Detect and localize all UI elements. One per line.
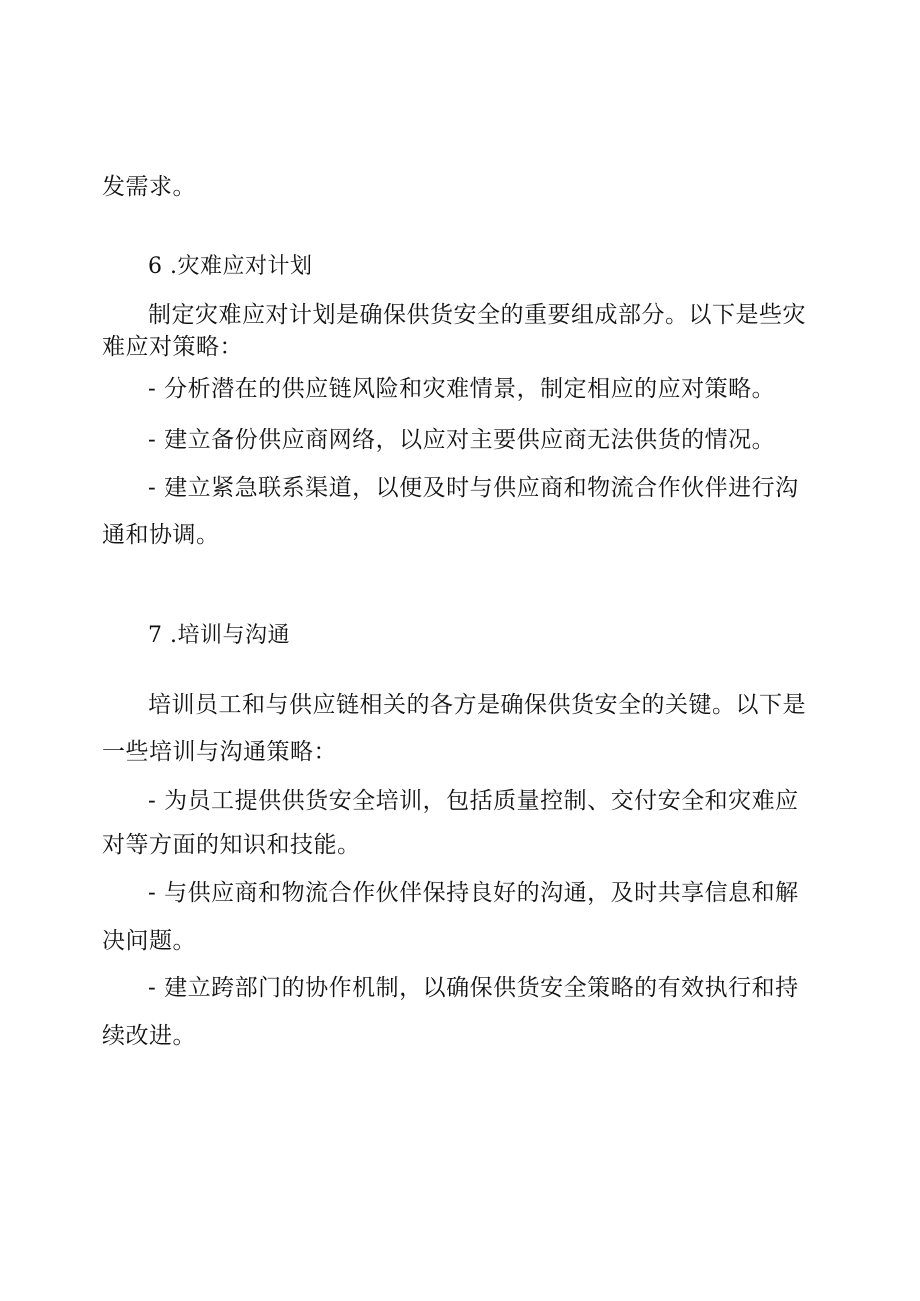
paragraph-line: 培训员工和与供应链相关的各方是确保供货安全的关键。以下是 xyxy=(148,692,806,718)
list-item: - 建立紧急联系渠道，以便及时与供应商和物流合作伙伴进行沟 xyxy=(148,475,799,501)
paragraph-line: 一些培训与沟通策略： xyxy=(102,739,337,765)
list-item: - 与供应商和物流合作伙伴保持良好的沟通，及时共享信息和解 xyxy=(148,880,799,906)
list-item: - 建立跨部门的协作机制，以确保供货安全策略的有效执行和持 xyxy=(148,975,799,1001)
paragraph-line: 通和协调。 xyxy=(102,522,220,548)
list-item: - 分析潜在的供应链风险和灾难情景，制定相应的应对策略。 xyxy=(148,376,776,402)
paragraph-line: 续改进。 xyxy=(102,1023,196,1049)
section-heading-disaster-plan: 6 .灾难应对计划 xyxy=(148,254,313,279)
paragraph-line: 难应对策略： xyxy=(102,334,243,360)
list-item: - 建立备份供应商网络，以应对主要供应商无法供货的情况。 xyxy=(148,427,776,453)
paragraph-line: 发需求。 xyxy=(102,174,196,200)
paragraph-line: 对等方面的知识和技能。 xyxy=(102,832,361,858)
paragraph-line: 决问题。 xyxy=(102,928,196,954)
section-heading-training: 7 .培训与沟通 xyxy=(148,623,290,648)
paragraph-line: 制定灾难应对计划是确保供货安全的重要组成部分。以下是些灾 xyxy=(148,302,806,328)
list-item: - 为员工提供供货安全培训，包括质量控制、交付安全和灾难应 xyxy=(148,788,799,814)
